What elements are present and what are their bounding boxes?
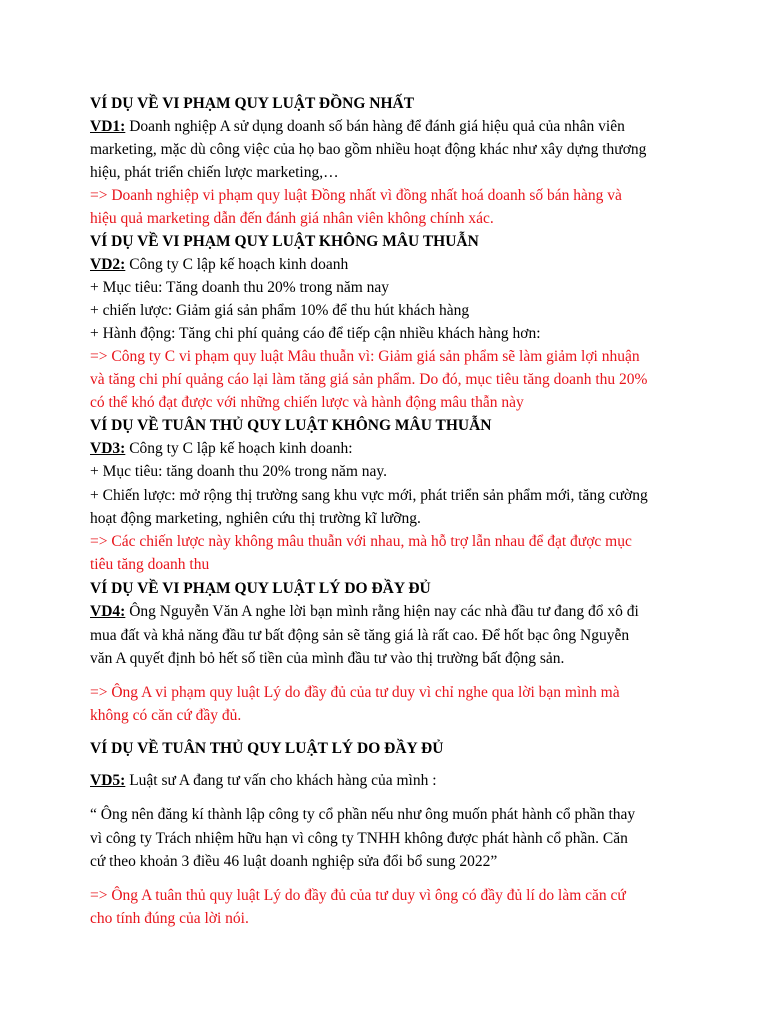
example-line bbox=[90, 602, 639, 622]
section-heading-4: VÍ DỤ VỀ VI PHẠM QUY LUẬT LÝ DO ĐẦY ĐỦ bbox=[90, 580, 431, 597]
example-line bbox=[90, 439, 353, 459]
example-text: Luật sư A đang tư vấn cho khách hàng của mình : bbox=[125, 772, 437, 789]
conclusion-line: => Công ty C vi phạm quy luật Mâu thuẫn vì: Giảm giá sản phẩm sẽ làm giảm lợi nhuận bbox=[90, 348, 640, 365]
conclusion-line: cho tính đúng của lời nói. bbox=[90, 910, 249, 927]
example-line: mua đất và khả năng đầu tư bất động sản sẽ tăng giá là rất cao. Để hốt bạc ông Nguyễn bbox=[90, 627, 630, 644]
example-text: Công ty C lập kế hoạch kinh doanh: bbox=[125, 440, 353, 457]
section-heading-3: VÍ DỤ VỀ TUÂN THỦ QUY LUẬT KHÔNG MÂU THUẪN bbox=[90, 417, 492, 434]
example-line: hoạt động marketing, nghiên cứu thị trường kĩ lưỡng. bbox=[90, 510, 421, 527]
example-line: marketing, mặc dù công việc của họ bao gồm nhiều hoạt động khác như xây dựng thương bbox=[90, 141, 647, 158]
quote-line: cứ theo khoản 3 điều 46 luật doanh nghiệp sửa đổi bổ sung 2022” bbox=[90, 853, 498, 870]
conclusion-line: => Các chiến lược này không mâu thuẫn với nhau, mà hỗ trợ lẫn nhau để đạt được mục bbox=[90, 533, 632, 550]
example-line: + Hành động: Tăng chi phí quảng cáo để tiếp cận nhiều khách hàng hơn: bbox=[90, 325, 541, 342]
quote-line: vì công ty Trách nhiệm hữu hạn vì công ty TNHH không được phát hành cổ phần. Căn bbox=[90, 830, 628, 847]
example-line: hiệu, phát triển chiến lược marketing,… bbox=[90, 164, 339, 181]
conclusion-line: và tăng chi phí quảng cáo lại làm tăng giá sản phẩm. Do đó, mục tiêu tăng doanh thu 20% bbox=[90, 371, 648, 388]
example-label-vd3: VD3: bbox=[90, 440, 126, 457]
conclusion-line: có thể khó đạt được với những chiến lược và hành động mâu thẫn này bbox=[90, 394, 524, 411]
section-heading-1: VÍ DỤ VỀ VI PHẠM QUY LUẬT ĐỒNG NHẤT bbox=[90, 95, 415, 112]
conclusion-line: tiêu tăng doanh thu bbox=[90, 556, 210, 573]
conclusion-line: không có căn cứ đầy đủ. bbox=[90, 707, 242, 724]
example-line: + Mục tiêu: tăng doanh thu 20% trong năm nay. bbox=[90, 463, 388, 480]
example-label-vd5: VD5: bbox=[90, 772, 126, 789]
example-label-vd1: VD1: bbox=[90, 118, 126, 135]
example-line: văn A quyết định bỏ hết số tiền của mình đầu tư vào thị trường bất động sản. bbox=[90, 650, 565, 667]
example-line: + chiến lược: Giảm giá sản phẩm 10% để thu hút khách hàng bbox=[90, 302, 470, 319]
conclusion-line: => Ông A tuân thủ quy luật Lý do đầy đủ của tư duy vì ông có đầy đủ lí do làm căn cứ bbox=[90, 887, 626, 904]
conclusion-line: => Ông A vi phạm quy luật Lý do đầy đủ của tư duy vì chỉ nghe qua lời bạn mình mà bbox=[90, 684, 620, 701]
example-line bbox=[90, 771, 437, 791]
quote-line: “ Ông nên đăng kí thành lập công ty cổ phần nếu như ông muốn phát hành cổ phần thay bbox=[90, 806, 636, 823]
example-line: + Chiến lược: mở rộng thị trường sang khu vực mới, phát triển sản phẩm mới, tăng cường bbox=[90, 487, 648, 504]
section-heading-2: VÍ DỤ VỀ VI PHẠM QUY LUẬT KHÔNG MÂU THUẪN bbox=[90, 233, 479, 250]
example-text: Công ty C lập kế hoạch kinh doanh bbox=[125, 256, 349, 273]
example-text: Ông Nguyễn Văn A nghe lời bạn mình rằng hiện nay các nhà đầu tư đang đổ xô đi bbox=[125, 603, 639, 620]
conclusion-line: hiệu quả marketing dẫn đến đánh giá nhân viên không chính xác. bbox=[90, 210, 494, 227]
section-heading-5: VÍ DỤ VỀ TUÂN THỦ QUY LUẬT LÝ DO ĐẦY ĐỦ bbox=[90, 740, 444, 757]
example-text: Doanh nghiệp A sử dụng doanh số bán hàng để đánh giá hiệu quả của nhân viên bbox=[125, 118, 625, 135]
example-line: + Mục tiêu: Tăng doanh thu 20% trong năm nay bbox=[90, 279, 390, 296]
conclusion-line: => Doanh nghiệp vi phạm quy luật Đồng nhất vì đồng nhất hoá doanh số bán hàng và bbox=[90, 187, 622, 204]
example-label-vd2: VD2: bbox=[90, 256, 126, 273]
example-line bbox=[90, 255, 348, 275]
example-label-vd4: VD4: bbox=[90, 603, 126, 620]
example-line bbox=[90, 117, 625, 137]
